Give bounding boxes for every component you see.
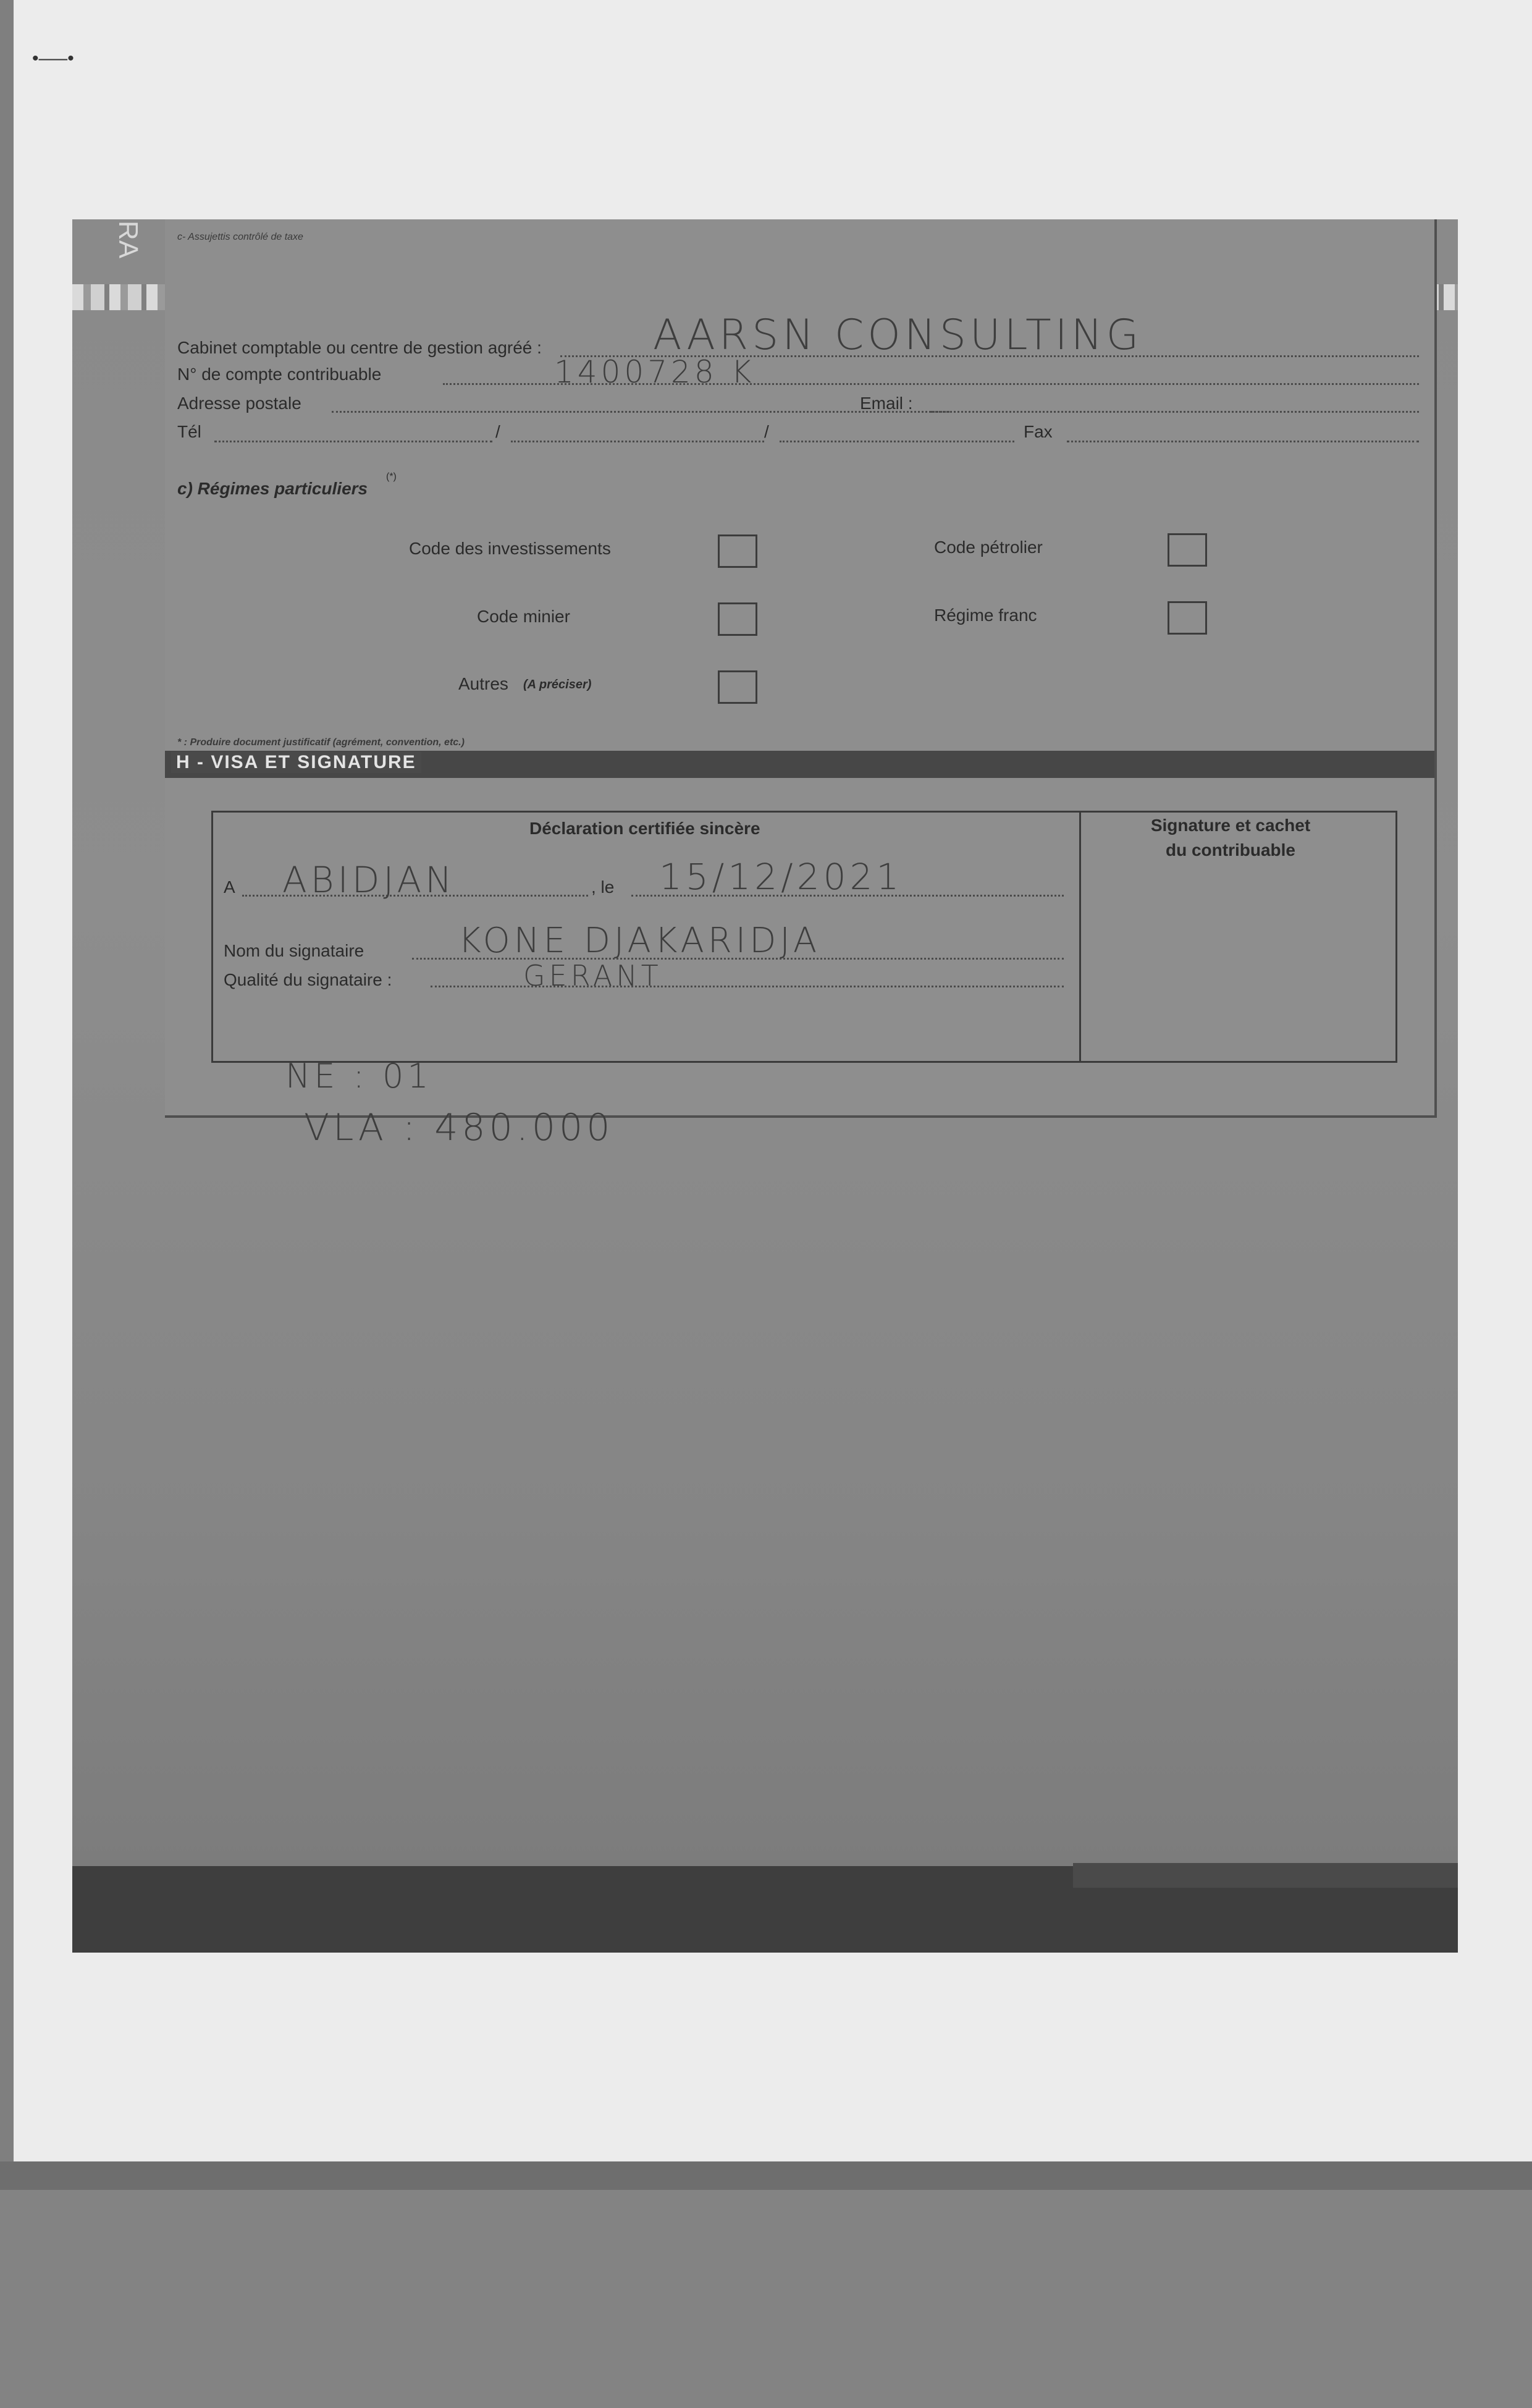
tel-dotted-line-3 <box>780 441 1014 442</box>
qualite-label: Qualité du signataire : <box>224 970 392 989</box>
nom-value: KONE DJAKARIDJA <box>458 921 821 961</box>
tel-separator-2: / <box>764 422 769 441</box>
visa-box-divider <box>1079 811 1081 1063</box>
visa-box-title: Déclaration certifiée sincère <box>529 819 760 838</box>
compte-value: 1400728 K <box>554 354 755 390</box>
tel-dotted-line-1 <box>214 441 492 442</box>
tel-dotted-line-2 <box>511 441 764 442</box>
signature-title-line2: du contribuable <box>1166 840 1295 860</box>
regime-label-code-minier: Code minier <box>477 607 570 626</box>
le-label: , le <box>591 877 615 897</box>
checkbox-regime-franc[interactable] <box>1168 601 1207 635</box>
form-sheet <box>165 219 1437 1118</box>
a-value: ABIDJAN <box>282 859 456 901</box>
checkbox-autres[interactable] <box>718 670 757 704</box>
photo-bottom-shadow-2 <box>1073 1863 1458 1888</box>
signature-title-line1: Signature et cachet <box>1150 816 1311 835</box>
regime-autres-hint: (A préciser) <box>523 678 592 691</box>
regime-label-code-investissements: Code des investissements <box>409 539 611 558</box>
regimes-title: c) Régimes particuliers <box>177 479 368 498</box>
regime-label-code-petrolier: Code pétrolier <box>934 538 1043 557</box>
fax-dotted-line <box>1067 441 1419 442</box>
regimes-title-footnote-mark: (*) <box>386 471 397 482</box>
cabinet-label: Cabinet comptable ou centre de gestion agréé : <box>177 338 542 357</box>
section-title-visa: H - VISA ET SIGNATURE <box>171 752 421 773</box>
compte-label: N° de compte contribuable <box>177 365 382 384</box>
annotation-ne: NE : 01 <box>285 1057 432 1096</box>
checkbox-code-petrolier[interactable] <box>1168 533 1207 567</box>
le-value: 15/12/2021 <box>659 856 903 898</box>
tel-separator-1: / <box>495 422 500 441</box>
fax-label: Fax <box>1024 422 1053 441</box>
photographed-form <box>72 219 1458 1953</box>
email-dotted-line <box>931 411 1419 413</box>
annotation-vla: VLA : 480.000 <box>304 1106 614 1149</box>
scan-bottom-background <box>0 2161 1532 2408</box>
qualite-value: GERANT <box>523 959 662 992</box>
adresse-dotted-line <box>332 411 949 413</box>
nom-label: Nom du signataire <box>224 941 364 960</box>
scan-bottom-edge <box>0 2161 1532 2190</box>
cabinet-value: AARSN CONSULTING <box>653 311 1143 360</box>
side-code: RA <box>113 221 143 259</box>
top-small-text: c- Assujettis contrôlé de taxe <box>177 232 303 242</box>
adresse-label: Adresse postale <box>177 394 301 413</box>
regime-label-regime-franc: Régime franc <box>934 606 1037 625</box>
tel-label: Tél <box>177 422 201 441</box>
scan-left-edge <box>0 0 14 2163</box>
checkbox-code-investissements[interactable] <box>718 534 757 568</box>
email-label: Email : <box>860 394 913 413</box>
regime-label-autres: Autres <box>458 674 508 693</box>
a-label: A <box>224 877 235 897</box>
checkbox-code-minier[interactable] <box>718 602 757 636</box>
regimes-footnote: * : Produire document justificatif (agrément, convention, etc.) <box>177 737 465 748</box>
edge-mark: •—–• <box>32 48 74 69</box>
